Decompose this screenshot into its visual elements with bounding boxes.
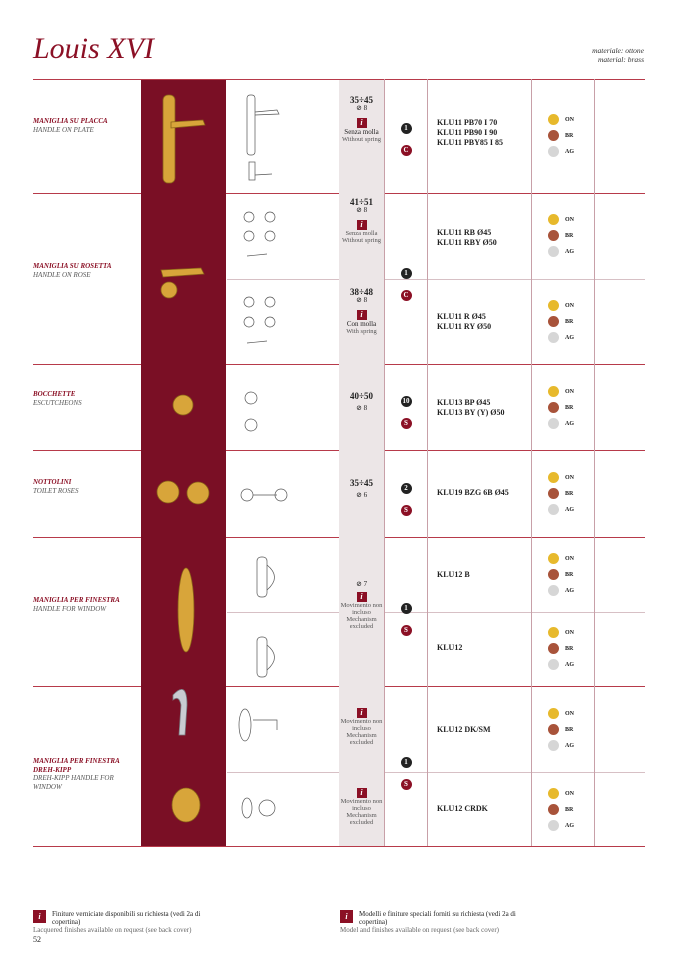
finish-label: ON [565, 556, 574, 562]
spec-4: 35÷45 ⊘ 6 [339, 479, 384, 499]
swatch-br [548, 643, 559, 654]
spec-7 [339, 788, 384, 826]
info-icon: i [33, 910, 46, 923]
codes-3 [437, 398, 504, 418]
finish-label: ON [565, 791, 574, 797]
finish-label: ON [565, 389, 574, 395]
finish-label: BR [565, 405, 574, 411]
info-icon: i [340, 910, 353, 923]
swatch-on [548, 114, 559, 125]
swatch-ag [548, 659, 559, 670]
square-spindle: 7 [363, 580, 368, 588]
pack-type-icon: C [401, 145, 412, 156]
label-en: TOILET ROSES [33, 486, 79, 495]
pack-5 [397, 751, 415, 791]
mechanism-it: Movimento non incluso [340, 718, 383, 732]
square-spindle: 8 [363, 296, 368, 304]
label-it: MANIGLIA SU ROSETTA [33, 262, 112, 270]
product-code: KLU12 CRDK [437, 804, 488, 813]
plate-handle-image [163, 95, 175, 183]
finish-label: ON [565, 711, 574, 717]
finish-label: AG [565, 149, 574, 155]
info-icon: i [357, 592, 367, 602]
section-divider [33, 846, 645, 847]
finish-label: BR [565, 491, 574, 497]
spring-en: With spring [346, 328, 377, 335]
toilet-turn-image [187, 482, 209, 504]
swatch-br [548, 804, 559, 815]
label-it: MANIGLIA PER FINESTRA DREH-KIPP [33, 757, 120, 774]
pack-type-icon: S [401, 418, 412, 429]
section-label-plate [33, 117, 108, 134]
finishes-8 [548, 786, 574, 834]
mechanism-en: Mechanism excluded [346, 616, 377, 630]
finish-label: AG [565, 823, 574, 829]
pack-3 [397, 477, 415, 517]
swatch-on [548, 553, 559, 564]
swatch-br [548, 488, 559, 499]
square-spindle: 6 [363, 491, 368, 499]
swatch-br [548, 230, 559, 241]
product-code: KLU11 RY Ø50 [437, 322, 492, 331]
finishes-7 [548, 706, 574, 754]
finishes-0 [548, 112, 574, 160]
product-code: KLU12 DK/SM [437, 725, 491, 734]
pack-qty-icon: 1 [401, 757, 412, 768]
swatch-ag [548, 585, 559, 596]
pack-type-icon: C [401, 290, 412, 301]
swatch-on [548, 627, 559, 638]
escutcheon-image [173, 395, 193, 415]
finish-label: AG [565, 743, 574, 749]
spring-en: Without spring [342, 237, 381, 244]
info-icon: i [357, 220, 367, 230]
codes-6 [437, 643, 462, 653]
label-en: HANDLE ON PLATE [33, 125, 94, 134]
spec-1: 41÷51 ⊘ 8 i Senza molla Without spring [339, 198, 384, 244]
section-label-dreh-kipp [33, 757, 139, 791]
swatch-ag [548, 820, 559, 831]
pack-qty-icon: 1 [401, 268, 412, 279]
product-photo-column [141, 80, 226, 846]
product-code: KLU13 BP Ø45 [437, 398, 491, 407]
dreh-kipp-rose-image [172, 788, 200, 822]
pack-qty-icon: 1 [401, 603, 412, 614]
pack-2 [397, 390, 415, 430]
drawing-column [227, 80, 338, 846]
codes-1 [437, 228, 497, 248]
swatch-br [548, 724, 559, 735]
finish-label: BR [565, 319, 574, 325]
label-en: HANDLE ON ROSE [33, 270, 91, 279]
info-icon: i [357, 310, 367, 320]
product-code: KLU11 PB70 I 70 [437, 118, 498, 127]
section-label-toilet [33, 478, 78, 495]
footer-left-en: Lacquered finishes available on request (see back cover) [33, 926, 192, 934]
product-code: KLU11 PBY85 I 85 [437, 138, 504, 147]
finish-label: BR [565, 233, 574, 239]
finish-label: AG [565, 421, 574, 427]
door-range: 41÷51 [350, 197, 373, 207]
square-spindle: 8 [363, 404, 368, 412]
section-label-rose [33, 262, 112, 279]
material-it: materiale: ottone [592, 46, 644, 55]
door-range: 40÷50 [350, 391, 373, 401]
door-range: 35÷45 [350, 95, 373, 105]
section-label-escutcheons [33, 390, 82, 407]
product-code: KLU12 [437, 643, 463, 652]
section-label-window [33, 596, 133, 613]
codes-7 [437, 725, 491, 735]
material-note [592, 46, 644, 64]
pack-qty-icon: 2 [401, 483, 412, 494]
dreh-kipp-handle-image [173, 689, 187, 735]
column-line [531, 79, 532, 846]
label-it: MANIGLIA PER FINESTRA [33, 596, 120, 604]
label-en: DREH-KIPP HANDLE FOR WINDOW [33, 774, 114, 791]
info-icon: i [357, 118, 367, 128]
swatch-ag [548, 740, 559, 751]
label-it: NOTTOLINI [33, 478, 72, 486]
swatch-br [548, 130, 559, 141]
product-code: KLU11 RB Ø45 [437, 228, 492, 237]
codes-0 [437, 118, 503, 148]
product-code: KLU12 B [437, 570, 470, 579]
spring-it: Senza molla [345, 230, 378, 237]
column-line [427, 79, 428, 846]
finish-label: BR [565, 807, 574, 813]
finish-label: ON [565, 303, 574, 309]
square-spindle: 8 [363, 104, 368, 112]
spring-it: Senza molla [344, 128, 379, 136]
finish-label: BR [565, 646, 574, 652]
label-it: BOCCHETTE [33, 390, 76, 398]
finish-label: ON [565, 630, 574, 636]
finish-label: BR [565, 572, 574, 578]
product-code: KLU11 RBY Ø50 [437, 238, 497, 247]
rose-handle-image [161, 268, 204, 277]
swatch-on [548, 214, 559, 225]
swatch-ag [548, 146, 559, 157]
product-code: KLU19 BZG 6B Ø45 [437, 488, 509, 497]
swatch-on [548, 708, 559, 719]
pack-0 [397, 117, 415, 157]
spec-5: ⊘ 7 i Movimento non incluso Mechanism excluded [340, 580, 383, 630]
spec-0: 35÷45 ⊘ 8 i Senza molla Without spring [339, 96, 384, 143]
mechanism-it: Movimento non incluso [340, 602, 383, 616]
finish-label: AG [565, 507, 574, 513]
footer-note-left [33, 910, 211, 934]
finishes-2 [548, 298, 574, 346]
swatch-on [548, 788, 559, 799]
swatch-br [548, 316, 559, 327]
mechanism-en: Mechanism excluded [346, 732, 377, 746]
finishes-5 [548, 551, 574, 599]
swatch-ag [548, 332, 559, 343]
label-it: MANIGLIA SU PLACCA [33, 117, 108, 125]
finish-label: BR [565, 133, 574, 139]
finishes-4 [548, 470, 574, 518]
product-photos [141, 80, 226, 846]
footer-note-right [340, 910, 527, 934]
finish-label: AG [565, 249, 574, 255]
column-line [594, 79, 595, 846]
footer-left-it: Finiture verniciate disponibili su richiesta (vedi 2a di copertina) [52, 910, 201, 926]
info-icon: i [357, 788, 367, 798]
page-title: Louis XVI [33, 32, 154, 65]
swatch-on [548, 472, 559, 483]
column-line [384, 79, 385, 846]
swatch-ag [548, 418, 559, 429]
toilet-rose-image [157, 481, 179, 503]
swatch-ag [548, 504, 559, 515]
swatch-br [548, 402, 559, 413]
label-en: HANDLE FOR WINDOW [33, 604, 107, 613]
codes-4 [437, 488, 509, 498]
footer-right-it: Modelli e finiture speciali forniti su richiesta (vedi 2a di copertina) [359, 910, 516, 926]
swatch-br [548, 569, 559, 580]
finishes-3 [548, 384, 574, 432]
mechanism-en: Mechanism excluded [346, 812, 377, 826]
finish-label: ON [565, 475, 574, 481]
pack-type-icon: S [401, 625, 412, 636]
spring-en: Without spring [342, 136, 381, 143]
door-range: 38÷48 [350, 287, 373, 297]
finishes-1 [548, 212, 574, 260]
finish-label: ON [565, 117, 574, 123]
finish-label: AG [565, 335, 574, 341]
pack-4 [397, 597, 415, 637]
info-icon: i [357, 708, 367, 718]
finish-label: BR [565, 727, 574, 733]
codes-8 [437, 804, 488, 814]
material-en: material: brass [597, 55, 644, 64]
finish-label: AG [565, 588, 574, 594]
finishes-6 [548, 625, 574, 673]
pack-type-icon: S [401, 505, 412, 516]
finish-label: AG [565, 662, 574, 668]
plate-handle-lever [171, 120, 205, 128]
pack-1 [397, 262, 415, 302]
mechanism-it: Movimento non incluso [340, 798, 383, 812]
swatch-on [548, 300, 559, 311]
product-code: KLU11 R Ø45 [437, 312, 486, 321]
swatch-on [548, 386, 559, 397]
spec-2: 38÷48 ⊘ 8 i Con molla With spring [339, 288, 384, 335]
footer-right-en: Model and finishes available on request (see back cover) [340, 926, 499, 934]
technical-drawings [227, 80, 338, 846]
product-code: KLU13 BY (Y) Ø50 [437, 408, 505, 417]
pack-qty-icon: 10 [402, 397, 410, 405]
spec-3: 40÷50 ⊘ 8 [339, 392, 384, 412]
square-spindle: 8 [363, 206, 368, 214]
product-code: KLU11 PB90 I 90 [437, 128, 498, 137]
door-range: 35÷45 [350, 478, 373, 488]
codes-5 [437, 570, 470, 580]
spec-6 [339, 708, 384, 746]
pack-type-icon: S [401, 779, 412, 790]
rose-image [161, 282, 177, 298]
pack-qty-icon: 1 [401, 123, 412, 134]
window-handle-image [178, 568, 194, 652]
swatch-ag [548, 246, 559, 257]
spring-it: Con molla [346, 320, 377, 328]
page-number: 52 [33, 935, 41, 944]
finish-label: ON [565, 217, 574, 223]
codes-2 [437, 312, 491, 332]
label-en: ESCUTCHEONS [33, 398, 82, 407]
